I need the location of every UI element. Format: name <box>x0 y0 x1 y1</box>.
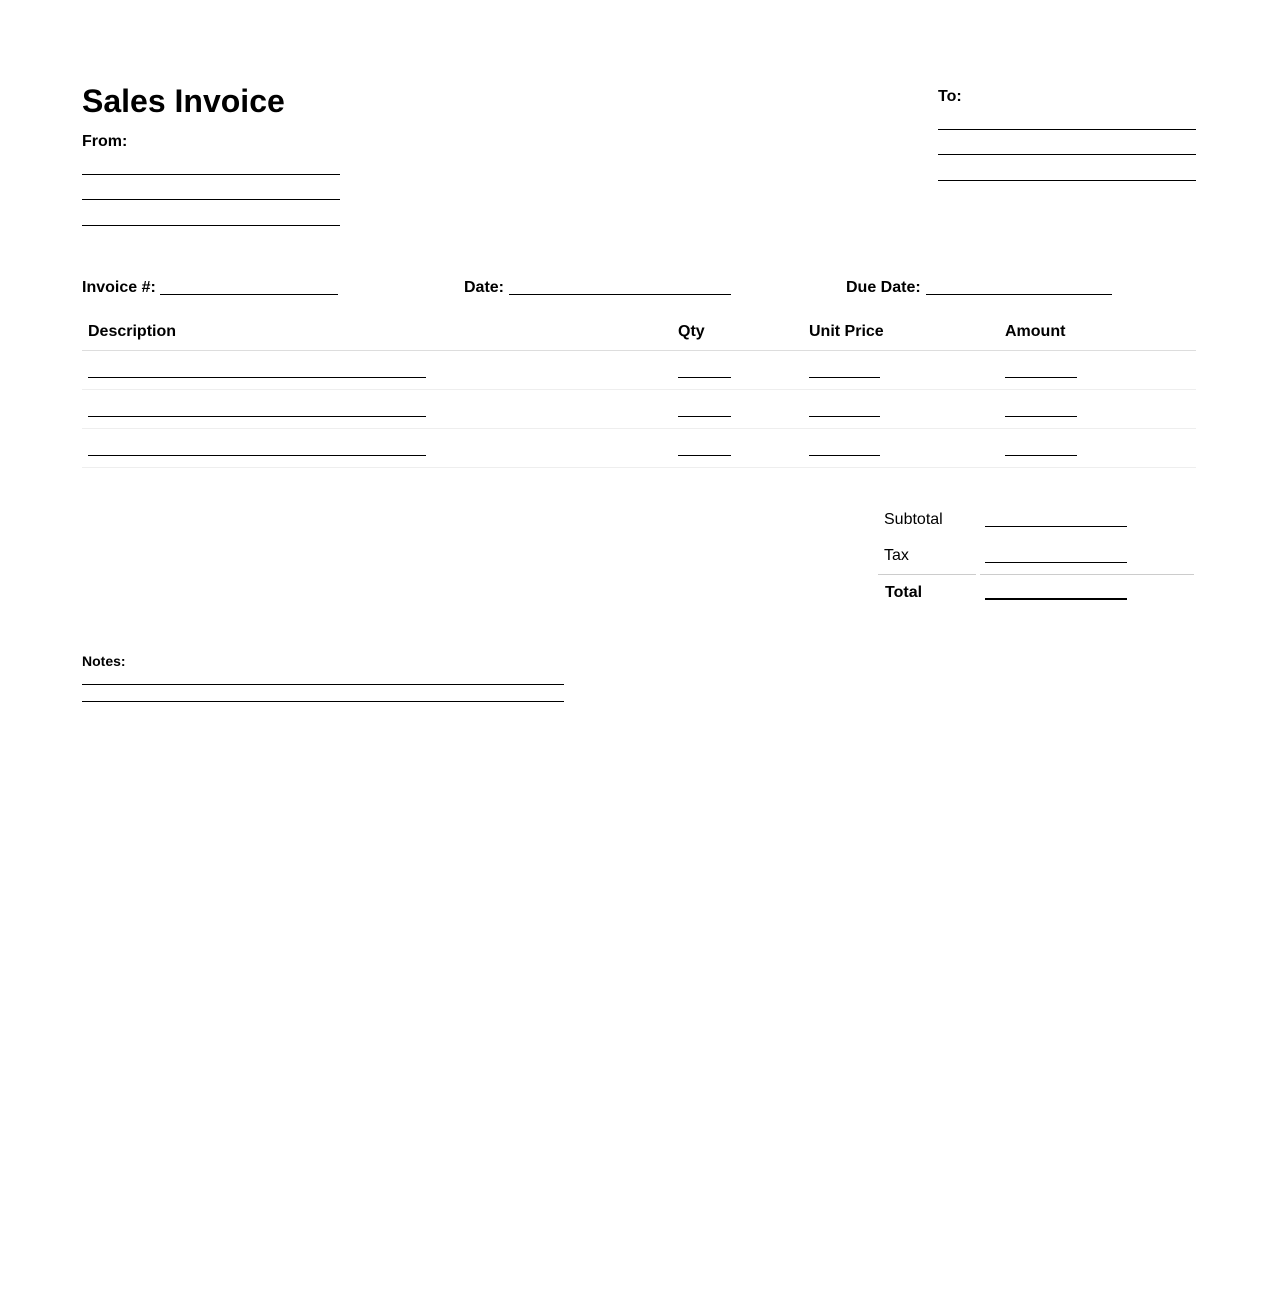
unit-price-field[interactable] <box>809 416 880 417</box>
qty-field[interactable] <box>678 455 731 456</box>
description-field[interactable] <box>88 377 426 378</box>
subtotal-field[interactable] <box>985 526 1127 527</box>
table-header-divider <box>82 350 1196 351</box>
qty-field[interactable] <box>678 377 731 378</box>
amount-field[interactable] <box>1005 416 1077 417</box>
date-label: Date: <box>464 279 505 296</box>
tax-label: Tax <box>884 547 909 564</box>
due-date-field[interactable] <box>926 294 1112 295</box>
from-line-1[interactable] <box>82 174 340 175</box>
to-line-1[interactable] <box>938 129 1196 130</box>
unit-price-field[interactable] <box>809 455 880 456</box>
total-label: Total <box>885 584 923 601</box>
description-field[interactable] <box>88 416 426 417</box>
column-header-amount: Amount <box>1005 323 1066 340</box>
notes-line-2[interactable] <box>82 701 564 702</box>
column-header-description: Description <box>88 323 177 340</box>
from-line-2[interactable] <box>82 199 340 200</box>
total-field[interactable] <box>985 598 1127 600</box>
amount-field[interactable] <box>1005 455 1077 456</box>
to-line-2[interactable] <box>938 154 1196 155</box>
tax-field[interactable] <box>985 562 1127 563</box>
date-field[interactable] <box>509 294 731 295</box>
totals-divider-left <box>878 574 976 575</box>
row-divider <box>82 467 1196 468</box>
invoice-number-field[interactable] <box>160 294 338 295</box>
from-label: From: <box>82 133 128 150</box>
qty-field[interactable] <box>678 416 731 417</box>
from-line-3[interactable] <box>82 225 340 226</box>
to-line-3[interactable] <box>938 180 1196 181</box>
invoice-number-label: Invoice #: <box>82 279 156 296</box>
totals-divider-right <box>980 574 1194 575</box>
column-header-unit-price: Unit Price <box>809 323 884 340</box>
to-label: To: <box>938 88 962 105</box>
amount-field[interactable] <box>1005 377 1077 378</box>
row-divider <box>82 428 1196 429</box>
unit-price-field[interactable] <box>809 377 880 378</box>
notes-line-1[interactable] <box>82 684 564 685</box>
column-header-qty: Qty <box>678 323 705 340</box>
due-date-label: Due Date: <box>846 279 921 296</box>
subtotal-label: Subtotal <box>884 511 943 528</box>
row-divider <box>82 389 1196 390</box>
notes-label: Notes: <box>82 653 126 669</box>
page-title: Sales Invoice <box>82 83 285 119</box>
description-field[interactable] <box>88 455 426 456</box>
